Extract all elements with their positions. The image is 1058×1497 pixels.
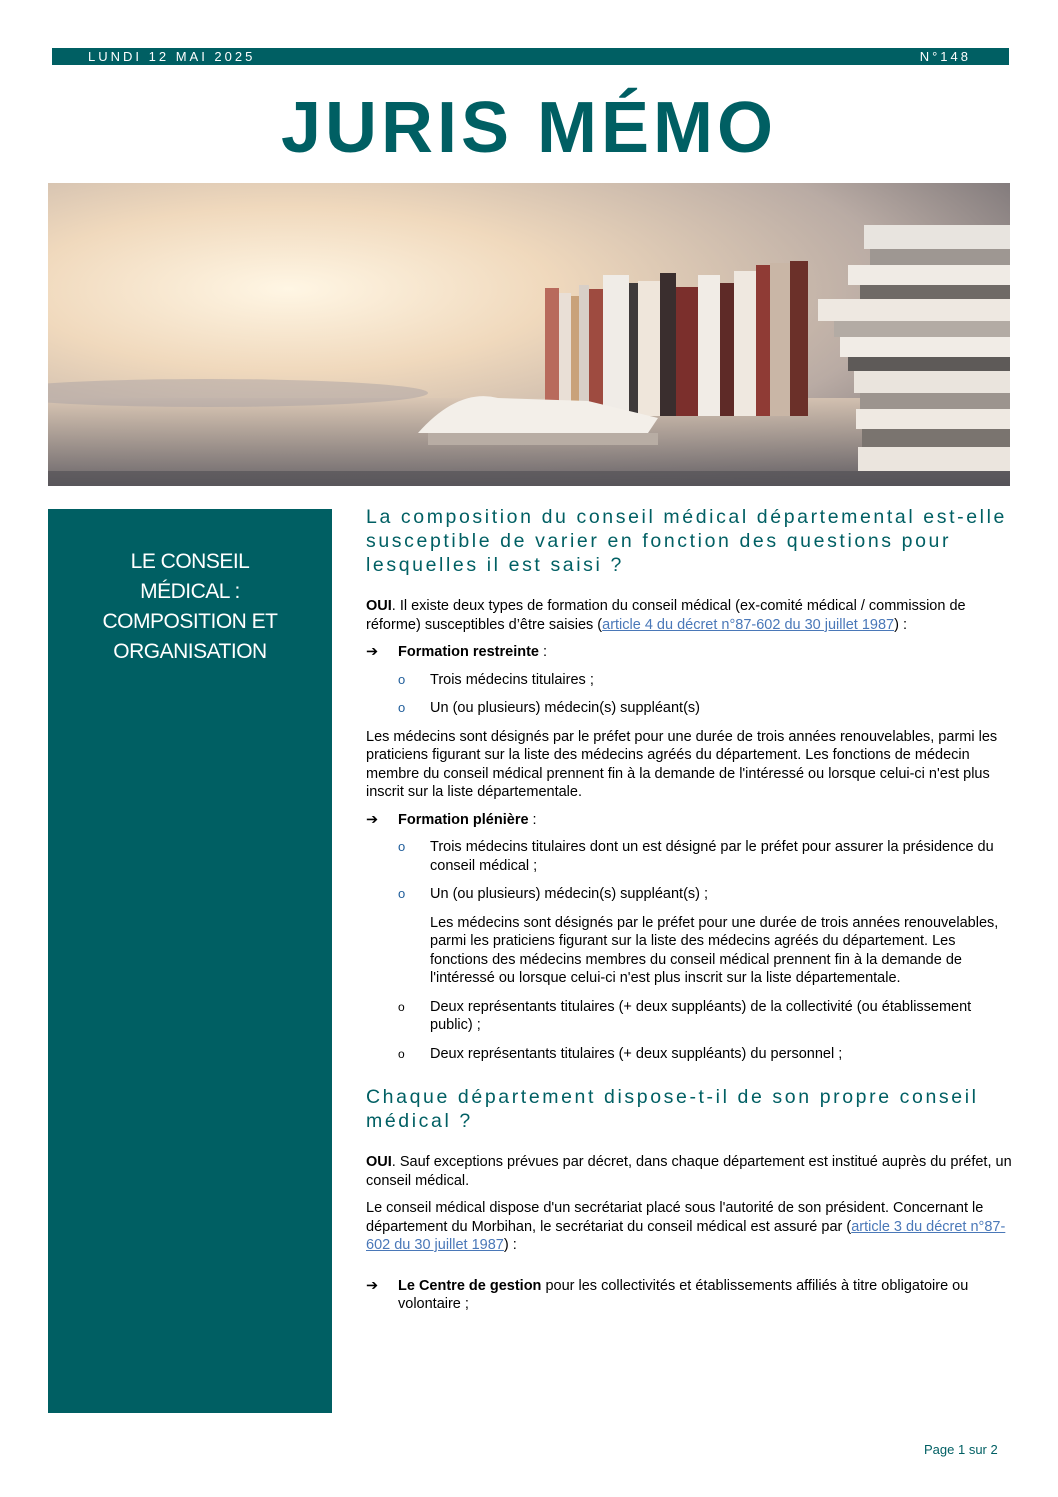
circle-bullet-icon: o [398,999,405,1014]
newsletter-title: JURIS MÉMO [280,88,778,168]
centre-gestion-label: Le Centre de gestion [398,1277,542,1294]
list-item-text: Trois médecins titulaires ; [430,671,594,688]
formation-restreinte-label: Formation restreinte [398,644,539,660]
circle-bullet-icon: o [398,700,406,715]
p1-text: . Sauf exceptions prévues par décret, dans chaque département est institué auprès du préfet, un conseil médical. [366,1154,1012,1189]
list-item-text: Un (ou plusieurs) médecin(s) suppléant(s) [430,700,700,716]
p2-end: ) : [503,1237,517,1253]
banner-books-image [48,183,1010,486]
list-item-text: Trois médecins titulaires dont un est désigné par le préfet pour assurer la présidence du conseil médical ; [430,839,994,874]
arrow-icon: ➔ [366,811,379,828]
section1-question: La composition du conseil médical départemental est-elle susceptible de varier en fonction des questions pour lesquelles il est saisi ? [366,506,1007,576]
issue-number: N°148 [919,49,971,64]
header-bar [52,48,1009,65]
list-item [366,998,1012,1035]
section2-question: Chaque département dispose-t-il de son propre conseil médical ? [366,1086,979,1132]
circle-bullet-icon: o [398,1046,405,1061]
list-item [366,671,1012,690]
decree-article-3-link[interactable]: article 3 du décret n°87-602 du 30 juillet 1987 [366,1218,1006,1253]
label-suffix: : [539,644,548,660]
list-item-text: Deux représentants titulaires (+ deux suppléants) de la collectivité (ou établissement public) ; [430,998,972,1033]
list-item-text: Deux représentants titulaires (+ deux suppléants) du personnel ; [430,1045,843,1062]
circle-bullet-icon: o [398,839,406,854]
restreinte-paragraph: Les médecins sont désignés par le préfet pour une durée de trois années renouvelables, parmi les praticiens figurant sur la liste des médecins agréés du département. Les fonctions de médecin membre du conseil médical prennent fin à la demande de l'intéressé ou lorsque celui-ci n'est plus inscrit sur la liste départementale. [366,728,998,800]
intro-bold: OUI [366,598,392,614]
sidebar-panel [48,509,332,1413]
list-item [366,885,1012,904]
centre-gestion-text: pour les collectivités et établissements affiliés à titre obligatoire ou volontaire ; [398,1277,969,1312]
p2-text: Le conseil médical dispose d'un secrétariat placé sous l'autorité de son président. Concernant le département du Morbihan, le secrétariat du conseil médical est assuré par ( [366,1200,984,1235]
section2-paragraph-2 [366,1199,1012,1255]
page-number: Page 1 sur 2 [924,1442,998,1457]
issue-date: LUNDI 12 MAI 2025 [88,49,256,64]
label-suffix: : [528,811,537,828]
list-item [366,1045,1012,1064]
section1-intro [366,597,1012,634]
section2-paragraph-1 [366,1153,1012,1190]
circle-bullet-icon: o [398,886,406,901]
formation-restreinte-item [366,643,1012,662]
formation-pleniere-label: Formation plénière [398,811,529,828]
list-item [366,699,1012,718]
p1-bold: OUI [366,1154,392,1170]
circle-bullet-icon: o [398,671,406,687]
formation-pleniere-item [366,811,1012,830]
main-content [366,505,1012,1323]
intro-text: . Il existe deux types de formation du conseil médical (ex-comité médical / commission de réforme) susceptibles d’être saisies ( [366,598,966,633]
arrow-icon: ➔ [366,644,379,660]
decree-article-4-link[interactable]: article 4 du décret n°87-602 du 30 juillet 1987 [602,616,895,633]
list-item [366,838,1012,875]
sidebar-title: LE CONSEIL MÉDICAL : COMPOSITION ET ORGANISATION [102,550,278,663]
centre-gestion-item [366,1277,1012,1314]
pleniere-paragraph: Les médecins sont désignés par le préfet pour une durée de trois années renouvelables, parmi les praticiens figurant sur la liste des médecins agréés du département. Les fonctions des médecins membres du conseil médical prennent fin à la demande de l'intéressé ou lorsque celui-ci n'est plus inscrit sur la liste départementale. [430,914,999,986]
intro-end: ) : [894,616,907,633]
arrow-icon: ➔ [366,1277,379,1294]
list-item-text: Un (ou plusieurs) médecin(s) suppléant(s) ; [430,886,709,902]
